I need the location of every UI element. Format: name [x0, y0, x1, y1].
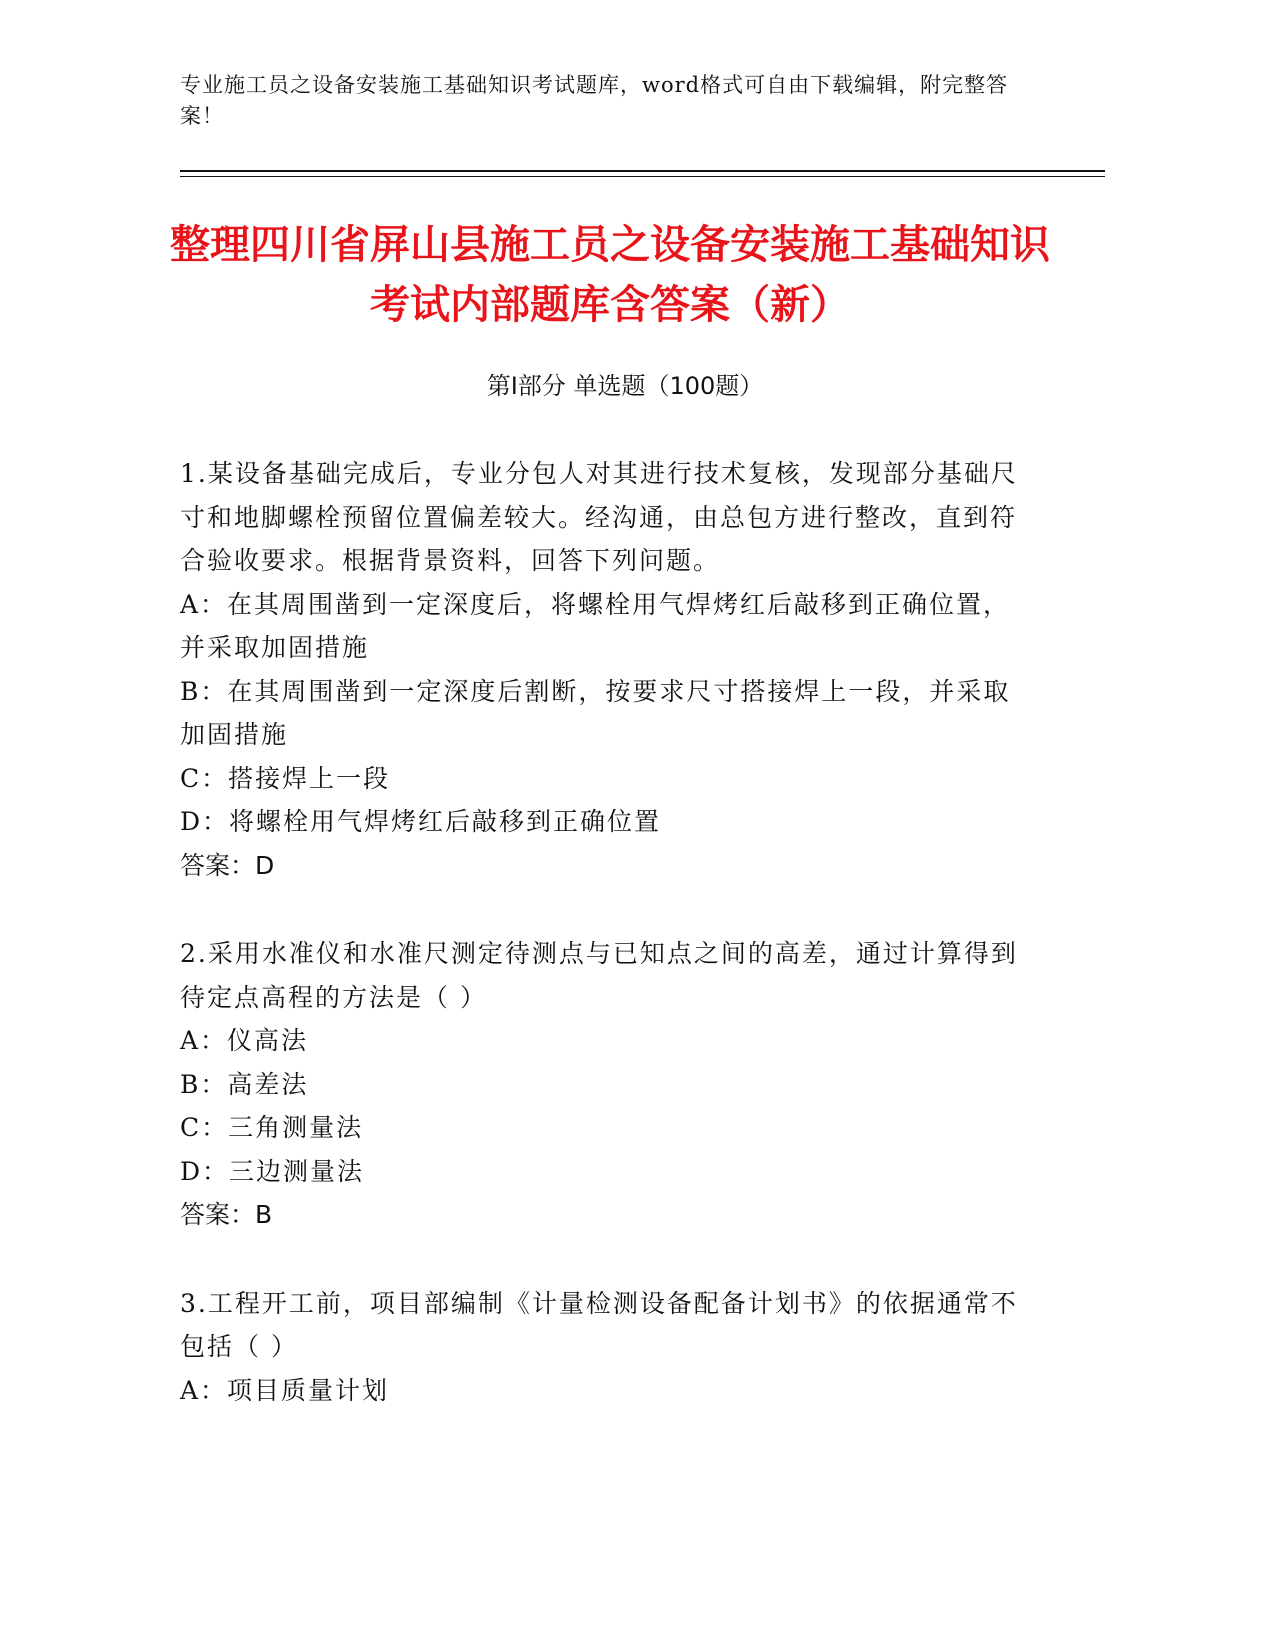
question-text: 1.某设备基础完成后，专业分包人对其进行技术复核，发现部分基础尺寸和地脚螺栓预留位置偏差较大。经沟通，由总包方进行整改，直到符合验收要求。根据背景资料，回答下列问题。	[180, 459, 1018, 575]
question-text: 2.采用水准仪和水准尺测定待测点与已知点之间的高差，通过计算得到待定点高程的方法是（ ）	[180, 939, 1018, 1012]
header-rule-thin	[180, 176, 1105, 177]
header-rule-thick	[180, 170, 1105, 172]
question-2	[180, 932, 1030, 1237]
option-a: A：在其周围凿到一定深度后，将螺栓用气焊烤红后敲移到正确位置，并采取加固措施	[180, 589, 1011, 662]
section-title: 第Ⅰ部分 单选题（100题）	[486, 372, 764, 400]
option-c: C：三角测量法	[180, 1113, 364, 1142]
option-a: A：项目质量计划	[180, 1375, 390, 1405]
option-a: A：仪高法	[180, 1026, 309, 1055]
answer: 答案：B	[180, 1200, 273, 1229]
answer: 答案：D	[180, 850, 275, 880]
option-d: D：将螺栓用气焊烤红后敲移到正确位置	[180, 807, 662, 836]
header-note: 专业施工员之设备安装施工基础知识考试题库，word格式可自由下载编辑，附完整答案！	[180, 73, 1009, 128]
question-list	[180, 452, 1030, 1457]
option-d: D：三边测量法	[180, 1156, 365, 1186]
question-text: 3.工程开工前，项目部编制《计量检测设备配备计划书》的依据通常不包括（ ）	[180, 1288, 1018, 1361]
option-b: B：高差法	[180, 1069, 309, 1099]
question-1	[180, 452, 1030, 887]
option-c: C：搭接焊上一段	[180, 763, 391, 793]
document-title: 整理四川省屏山县施工员之设备安装施工基础知识考试内部题库含答案（新）	[170, 222, 1050, 328]
question-3	[180, 1282, 1030, 1413]
option-b: B：在其周围凿到一定深度后割断，按要求尺寸搭接焊上一段，并采取加固措施	[180, 676, 1011, 749]
